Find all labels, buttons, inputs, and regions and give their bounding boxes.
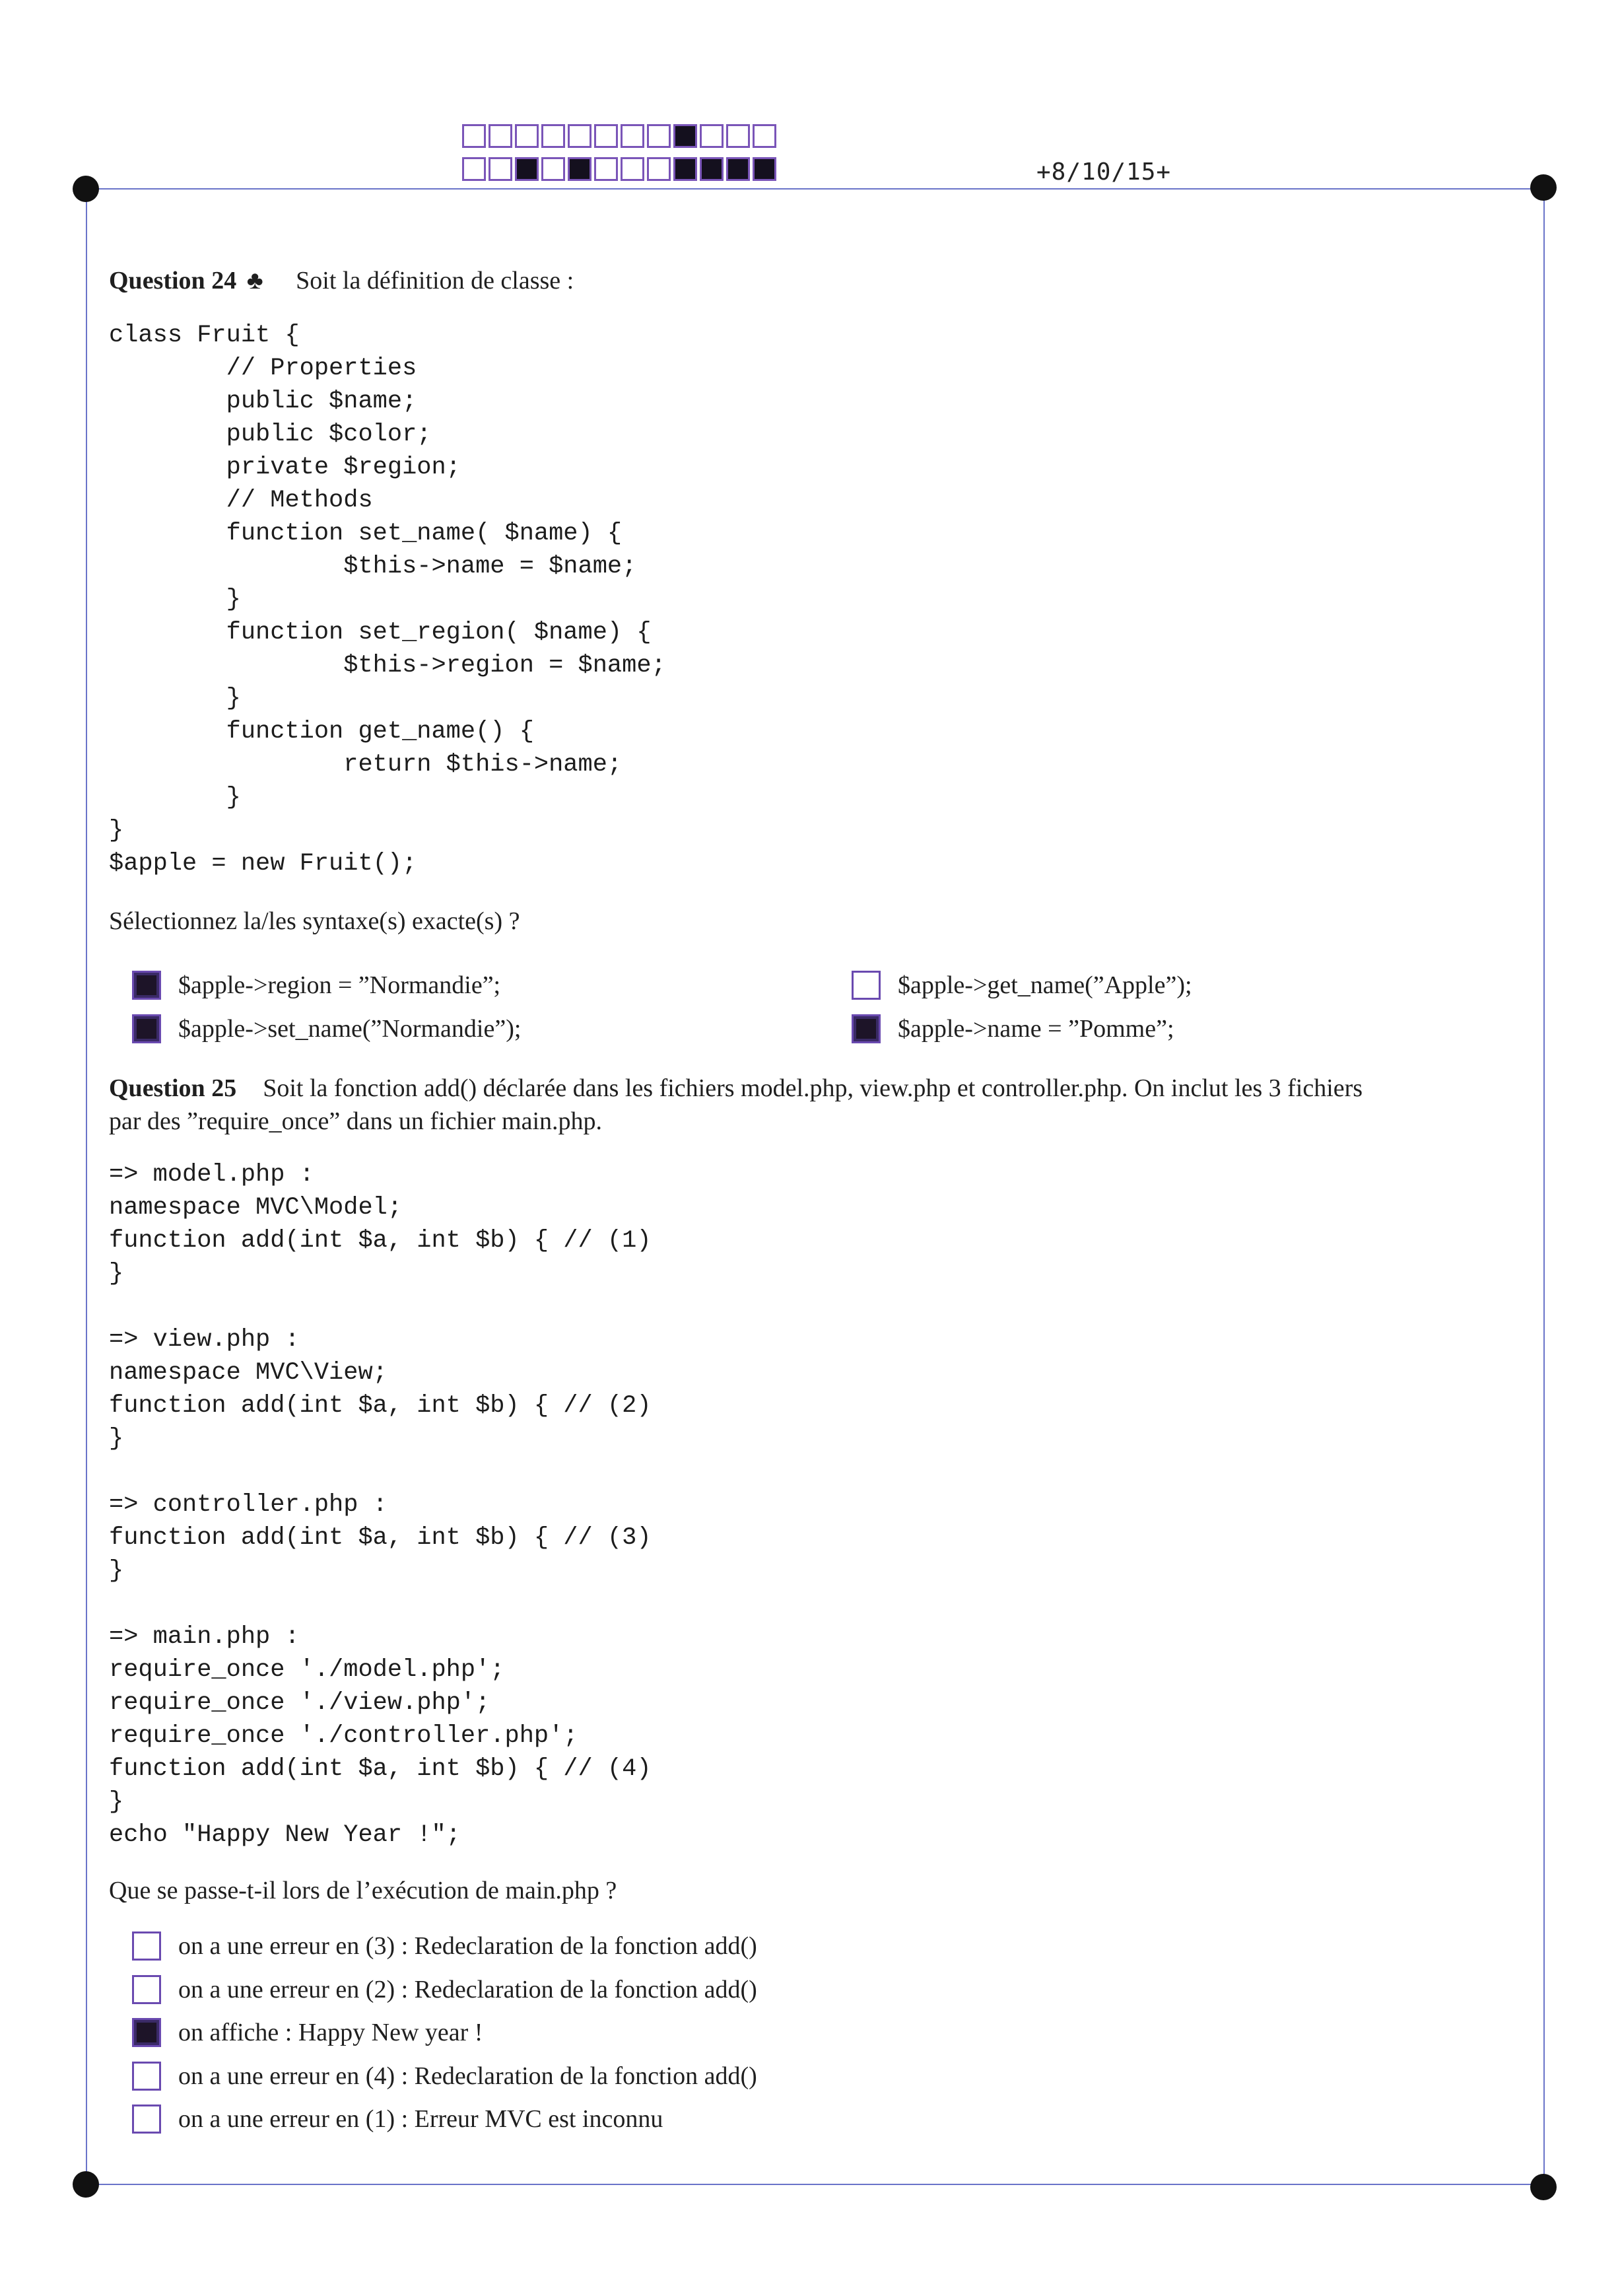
id-box-11 xyxy=(726,124,750,148)
q24-checkbox-2[interactable] xyxy=(132,1014,161,1043)
q25-checkbox-4[interactable] xyxy=(132,2062,161,2091)
q25-choice-4-text: on a une erreur en (4) : Redeclaration de la fonction add() xyxy=(178,2062,757,2090)
corner-mark-top-right xyxy=(1530,174,1557,201)
question-25-code: => model.php : namespace MVC\Model; function add(int $a, int $b) { // (1) } => view.php : namespace MVC\View; function add(int $a, int $b) { // (2) } => controller.php : function add(int $a, int $b) { // (3) } => main.php : require_once './model.php'; require_once './view.php'; require_once './controller.php'; function add(int $a, int $b) { // (4) } echo "Happy New Year !"; xyxy=(109,1161,652,1849)
frame-top-line xyxy=(86,188,1545,190)
q24-choice-2-text: $apple->set_name(”Normandie”); xyxy=(178,1015,522,1043)
q25-choice-5-text: on a une erreur en (1) : Erreur MVC est inconnu xyxy=(178,2105,663,2133)
question-24-header xyxy=(109,264,574,297)
q25-choice-5[interactable] xyxy=(132,2103,663,2136)
id-box-12 xyxy=(753,124,776,148)
q25-checkbox-2[interactable] xyxy=(132,1975,161,2004)
q25-choice-1[interactable] xyxy=(132,1930,757,1963)
id-box-10 xyxy=(700,157,724,181)
question-25-header xyxy=(109,1072,1363,1105)
question-25-label: Question 25 xyxy=(109,1074,237,1102)
q24-choice-4[interactable] xyxy=(852,1012,1174,1045)
q24-choice-4-text: $apple->name = ”Pomme”; xyxy=(898,1015,1174,1043)
id-box-9 xyxy=(673,124,697,148)
page-code: +8/10/15+ xyxy=(1036,158,1172,186)
q25-checkbox-5[interactable] xyxy=(132,2105,161,2134)
id-box-5 xyxy=(568,124,591,148)
id-box-1 xyxy=(462,124,486,148)
q24-checkbox-3[interactable] xyxy=(852,971,881,1000)
q25-checkbox-3[interactable] xyxy=(132,2018,161,2047)
frame-right-line xyxy=(1543,188,1545,2185)
club-icon: ♣ xyxy=(246,267,263,295)
id-box-3 xyxy=(515,124,539,148)
id-box-4 xyxy=(541,124,565,148)
question-25-prompt: Que se passe-t-il lors de l’exécution de main.php ? xyxy=(109,1877,617,1904)
id-box-5 xyxy=(568,157,591,181)
id-boxes-row-1 xyxy=(462,124,779,148)
id-box-8 xyxy=(647,124,671,148)
question-24-prompt: Sélectionnez la/les syntaxe(s) exacte(s) ? xyxy=(109,907,520,935)
corner-mark-bottom-right xyxy=(1530,2174,1557,2200)
q25-choice-1-text: on a une erreur en (3) : Redeclaration de la fonction add() xyxy=(178,1932,757,1960)
id-box-4 xyxy=(541,157,565,181)
q25-choice-4[interactable] xyxy=(132,2060,757,2093)
question-24-intro: Soit la définition de classe : xyxy=(296,267,574,295)
id-box-8 xyxy=(647,157,671,181)
id-box-6 xyxy=(594,157,618,181)
q24-choice-1-text: $apple->region = ”Normandie”; xyxy=(178,971,501,999)
id-box-3 xyxy=(515,157,539,181)
q25-checkbox-1[interactable] xyxy=(132,1931,161,1961)
q24-checkbox-1[interactable] xyxy=(132,971,161,1000)
corner-mark-bottom-left xyxy=(73,2171,99,2198)
corner-mark-top-left xyxy=(73,176,99,202)
q24-checkbox-4[interactable] xyxy=(852,1014,881,1043)
id-box-2 xyxy=(489,157,512,181)
id-box-2 xyxy=(489,124,512,148)
id-box-7 xyxy=(621,157,644,181)
id-boxes-row-2 xyxy=(462,157,779,181)
frame-bottom-line xyxy=(86,2184,1545,2185)
id-box-11 xyxy=(726,157,750,181)
question-24-label: Question 24 ♣ xyxy=(109,267,263,295)
question-25-intro-line-2: par des ”require_once” dans un fichier main.php. xyxy=(109,1107,603,1135)
id-box-9 xyxy=(673,157,697,181)
id-box-7 xyxy=(621,124,644,148)
id-box-6 xyxy=(594,124,618,148)
q25-choice-3-text: on affiche : Happy New year ! xyxy=(178,2019,483,2046)
id-box-10 xyxy=(700,124,724,148)
frame-left-line xyxy=(86,188,87,2185)
q25-choice-3[interactable] xyxy=(132,2016,483,2049)
q24-choice-1[interactable] xyxy=(132,969,500,1002)
q24-choice-3-text: $apple->get_name(”Apple”); xyxy=(898,971,1192,999)
question-25-intro: Soit la fonction add() déclarée dans les fichiers model.php, view.php et controller.php. On inclut les 3 fichiers xyxy=(263,1074,1363,1102)
q24-choice-2[interactable] xyxy=(132,1012,521,1045)
id-box-12 xyxy=(753,157,776,181)
q25-choice-2-text: on a une erreur en (2) : Redeclaration de la fonction add() xyxy=(178,1976,757,2003)
id-box-1 xyxy=(462,157,486,181)
q25-choice-2[interactable] xyxy=(132,1973,757,2006)
question-24-code: class Fruit { // Properties public $name; public $color; private $region; // Methods function set_name( $name) { $this->name = $name; } function set_region( $name) { $this->region = $name; } function get_name() { return $this->name; } } $apple = new Fruit(); xyxy=(109,322,666,878)
q24-choice-3[interactable] xyxy=(852,969,1192,1002)
